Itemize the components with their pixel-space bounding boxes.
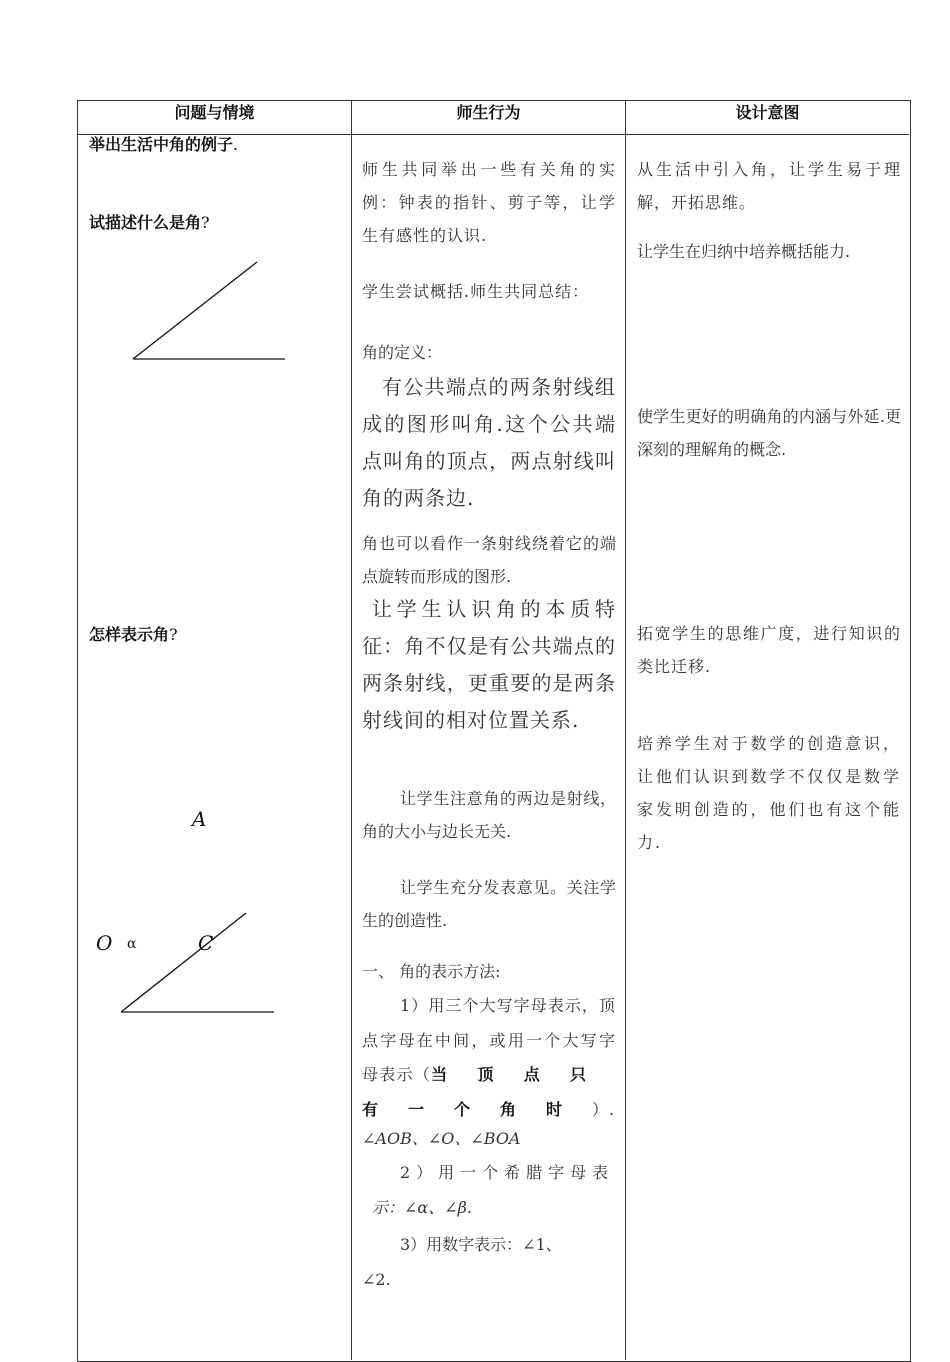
header-design-intent: 设计意图 xyxy=(735,103,800,122)
intent-introduce-angle: 从生活中引入角，让学生易于理解，开拓思维。 xyxy=(637,160,901,212)
question-life-examples-text: 举出生活中角的例子 xyxy=(89,135,234,154)
notation-greek-line1: 2）用一个希腊字母表 xyxy=(400,1163,615,1182)
question-represent-angle xyxy=(89,623,344,647)
notation-greek-line2: 示：∠α、∠β. xyxy=(372,1198,472,1217)
notation-letters-close: ）. xyxy=(592,1099,616,1119)
behavior-notation-heading: 一、 角的表示方法: xyxy=(362,962,501,981)
question-represent-angle-text: 怎样表示角 xyxy=(89,625,170,644)
behavior-rotation-view: 角也可以看作一条射线绕着它的端点旋转而形成的图形. xyxy=(362,534,616,586)
notation-number-line1: 3）用数字表示：∠1、 xyxy=(400,1235,562,1254)
angle1-upper-ray xyxy=(133,262,257,359)
question-describe-angle-text: 试描述什么是角 xyxy=(89,213,202,232)
question-life-examples-period: . xyxy=(233,135,239,154)
behavior-definition-title: 角的定义： xyxy=(362,343,443,362)
notation-letters-text: 1）用三个大写字母表示，顶点字母在中间，或用一个大写字母表示（ xyxy=(362,996,616,1084)
header-teacher-student-behavior: 师生行为 xyxy=(456,103,521,122)
point-label-o: O xyxy=(96,931,113,955)
behavior-summarize: 学生尝试概括.师生共同总结： xyxy=(362,282,590,301)
angle-label-alpha: α xyxy=(127,936,137,952)
point-label-c: C xyxy=(198,931,214,955)
question-represent-angle-mark: ? xyxy=(169,625,178,644)
notation-letters-examples: ∠AOB、∠O、∠BOA xyxy=(362,1129,521,1148)
behavior-share-opinions: 让学生充分发表意见。关注学生的创造性. xyxy=(362,878,616,930)
point-label-a: A xyxy=(192,807,207,831)
intent-deepen-concept: 使学生更好的明确角的内涵与外延.更深刻的理解角的概念. xyxy=(637,407,901,459)
behavior-notation-letters xyxy=(362,989,616,1127)
header-problem-situation: 问题与情境 xyxy=(174,103,255,122)
behavior-essential-features: 让学生认识角的本质特征：角不仅是有公共端点的两条射线，更重要的是两条射线间的相对位置关系. xyxy=(362,597,616,732)
question-describe-angle-mark: ? xyxy=(201,213,210,232)
behavior-ray-note: 让学生注意角的两边是射线，角的大小与边长无关. xyxy=(362,789,616,841)
intent-broaden-thinking: 拓宽学生的思维广度，进行知识的类比迁移. xyxy=(637,624,901,676)
angle2-upper-ray xyxy=(121,913,246,1012)
intent-creativity: 培养学生对于数学的创造意识，让他们认识到数学不仅仅是数学家发明创造的，他们也有这个能力. xyxy=(637,734,901,852)
behavior-examples: 师生共同举出一些有关角的实例：钟表的指针、剪子等，让学生有感性的认识. xyxy=(362,160,616,245)
notation-number-line2: ∠2. xyxy=(362,1270,391,1289)
notation-letters-condition: 当顶点只有一个角时 xyxy=(362,1065,616,1119)
behavior-definition-text: 有公共端点的两条射线组成的图形叫角.这个公共端点叫角的顶点，两点射线叫角的两条边. xyxy=(362,375,616,510)
intent-generalize: 让学生在归纳中培养概括能力. xyxy=(637,242,851,261)
